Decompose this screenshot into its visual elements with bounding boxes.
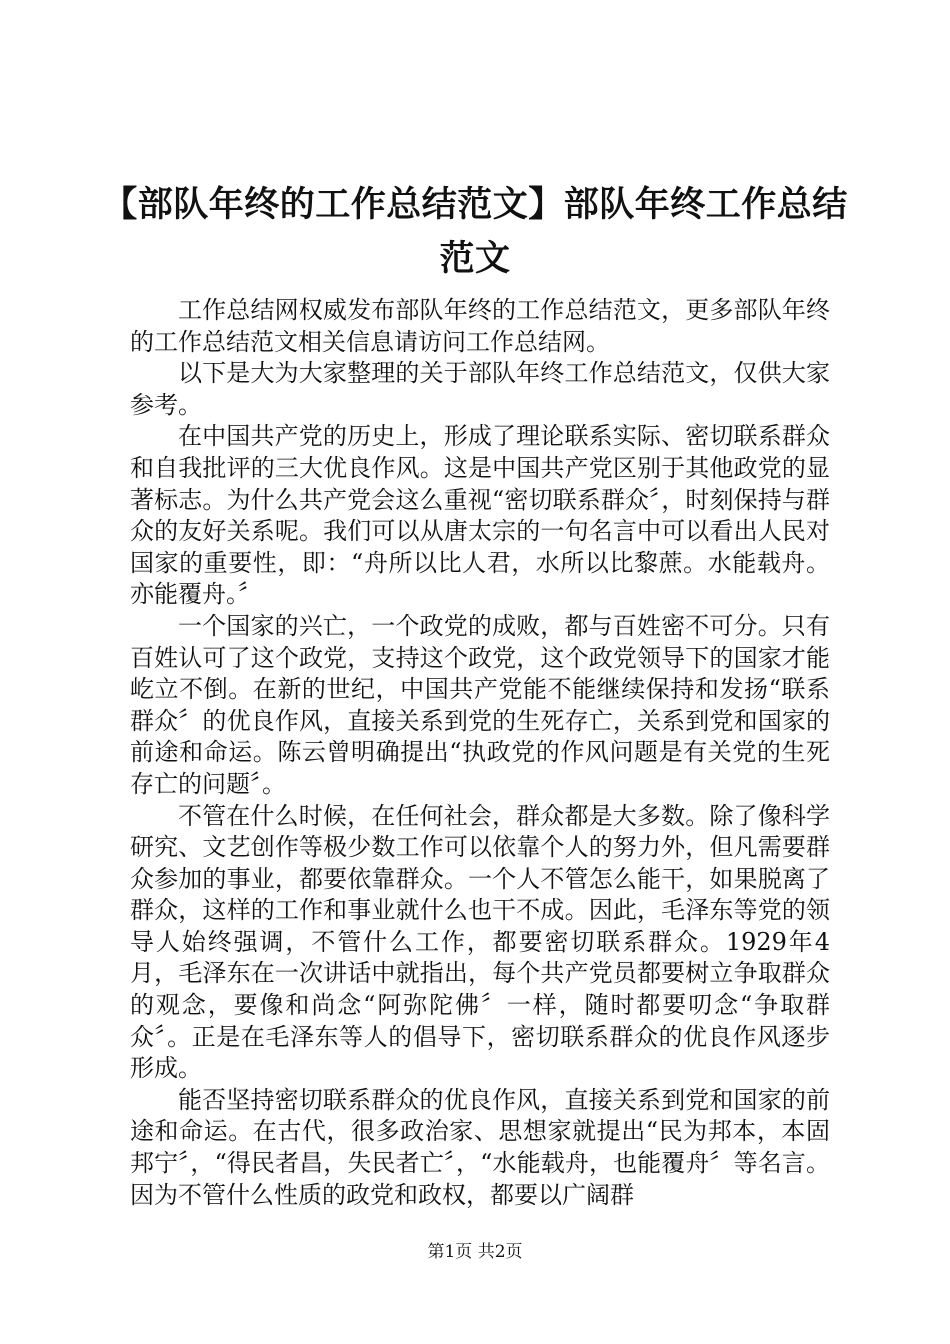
paragraph: 工作总结网权威发布部队年终的工作总结范文，更多部队年终的工作总结范文相关信息请访问工作总结网。 [130, 296, 830, 356]
document-title: 【部队年终的工作总结范文】部队年终工作总结范文 [102, 185, 848, 279]
paragraph: 以下是大为大家整理的关于部队年终工作总结范文，仅供大家参考。 [130, 359, 830, 419]
paragraph: 一个国家的兴亡，一个政党的成败，都与百姓密不可分。只有百姓认可了这个政党，支持这个政党，这个政党领导下的国家才能屹立不倒。在新的世纪，中国共产党能不能继续保持和发扬“联系群众〞的优良作风，直接关系到党的生死存亡，关系到党和国家的前途和命运。陈云曾明确提出“执政党的作风问题是有关党的生死存亡的问题〞。 [130, 611, 830, 798]
page-number-footer: 第1页 共2页 [427, 1242, 523, 1262]
paragraph: 能否坚持密切联系群众的优良作风，直接关系到党和国家的前途和命运。在古代，很多政治家、思想家就提出“民为邦本，本固邦宁〞，“得民者昌，失民者亡〞，“水能载舟，也能覆舟〞等名言。因为不管什么性质的政党和政权，都要以广阔群 [130, 1085, 830, 1209]
document-body [130, 295, 830, 1211]
paragraph: 在中国共产党的历史上，形成了理论联系实际、密切联系群众和自我批评的三大优良作风。这是中国共产党区别于其他政党的显著标志。为什么共产党会这么重视“密切联系群众〞，时刻保持与群众的友好关系呢。我们可以从唐太宗的一句名言中可以看出人民对国家的重要性，即：“舟所以比人君，水所以比黎蔗。水能载舟。亦能覆舟。〞 [130, 422, 830, 609]
paragraph: 不管在什么时候，在任何社会，群众都是大多数。除了像科学研究、文艺创作等极少数工作可以依靠个人的努力外，但凡需要群众参加的事业，都要依靠群众。一个人不管怎么能干，如果脱离了群众，这样的工作和事业就什么也干不成。因此，毛泽东等党的领导人始终强调，不管什么工作，都要密切联系群众。1929年4月，毛泽东在一次讲话中就指出，每个共产党员都要树立争取群众的观念，要像和尚念“阿弥陀佛〞一样，随时都要叨念“争取群众〞。正是在毛泽东等人的倡导下，密切联系群众的优良作风逐步形成。 [130, 801, 830, 1083]
